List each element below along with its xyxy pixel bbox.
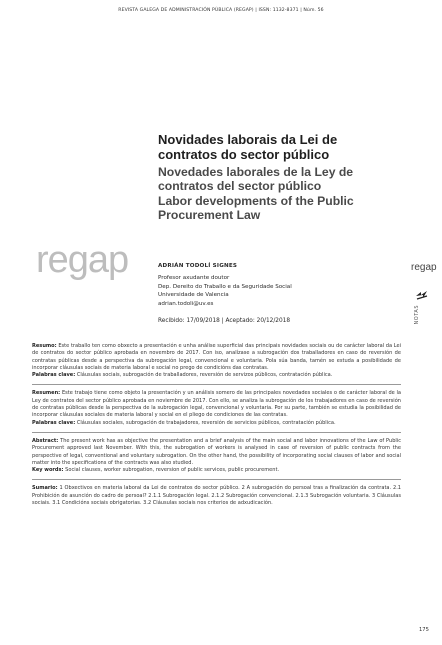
- author-position: Profesor axudante doutor: [158, 274, 230, 281]
- divider: [32, 384, 401, 385]
- regap-mark-icon: [415, 285, 429, 304]
- abstract-gl-text: Este traballo ten como obxecto a presentación e unha análise superficial das principais novidades sociais ou de carácter laboral da Lei de contratos do sector público aprobada en novembro de 2017. Con iso, analízase a subrogación dos traballadores en caso de reversión de contratas públicas desde a perspectiva da subrogación legal, convencional e voluntaria. Pola súa banda, tamén se estuda a posibilidade de incorporar cláusulas sociais de materia laboral e social no prego de condicións das contratas.: [32, 343, 401, 371]
- summary: [32, 485, 401, 507]
- abstract-en-label: Abstract:: [32, 437, 59, 444]
- author-email: adrian.todoli@uv.es: [158, 301, 214, 308]
- keywords-gl-paragraph: [32, 372, 401, 379]
- keywords-es-label: Palabras clave:: [32, 419, 76, 426]
- abstract-english: [32, 438, 401, 474]
- keywords-en-paragraph: [32, 467, 401, 474]
- abstract-galician: [32, 343, 401, 379]
- abstract-gl-paragraph: [32, 343, 401, 372]
- abstracts: [32, 343, 401, 512]
- author-department: Dep. Dereito do Traballo e da Seguridade Social: [158, 283, 292, 290]
- section-label: NOTAS: [414, 305, 420, 325]
- summary-paragraph: [32, 485, 401, 507]
- divider: [32, 432, 401, 433]
- regap-logo: regap: [36, 239, 129, 281]
- abstract-spanish: [32, 390, 401, 426]
- abstract-es-text: Este trabajo tiene como objeto la presentación y un análisis somero de las principales novedades sociales o de carácter laboral de la Ley de contratos del sector público aprobada en noviembre de 2017. Con ello, se analiza la subrogación de los trabajadores en caso de reversión de contratas públicas desde la perspectiva de la subrogación legal, convencional y voluntaria. Por su parte, también se estudia la posibilidad de incorporar cláusulas sociales de materia laboral y social en el pliego de condiciones de las contratas.: [32, 390, 401, 419]
- abstract-en-paragraph: [32, 438, 401, 467]
- summary-text: 1 Obxectivos en materia laboral da Lei de contratos do sector público. 2 A subrogación do persoal tras a finalización da contrata. 2.1 Prohibición de asunción do cadro de persoal? 2.1.1 Subrogación legal. 2.1.2 Subrogación convencional. 2.1.3 Subrogación voluntaria. 3 Cláusulas sociais. 3.1 Condicións sociais obrigatorias. 3.2 Cláusulas sociais nos criterios de adxudicación.: [32, 485, 402, 507]
- title-spanish: Novedades laborales de la Ley de contratos del sector público: [158, 165, 354, 193]
- page-number: 175: [419, 627, 429, 633]
- running-head: REVISTA GALEGA DE ADMINISTRACIÓN PÚBLICA (REGAP) | ISSN: 1132-8371 | Núm. 56: [118, 8, 324, 13]
- title-galician: Novidades laborais da Lei de contratos do sector público: [158, 132, 338, 162]
- keywords-en-label: Key words:: [32, 467, 64, 474]
- keywords-gl-label: Palabras clave:: [32, 372, 76, 379]
- abstract-en-text: The present work has as objective the presentation and a brief analysis of the main social and labor innovations of the Law of Public Procurement approved last November. With this, the subrogation of workers is analysed in case of reversion of public contracts from the perspective of legal, conventional and voluntary subrogation. On the other hand, the possibility of incorporating social clauses of labor and social matter into the specifications of the contracts was also studied.: [32, 437, 401, 466]
- author-university: Universidade de Valencia: [158, 292, 229, 299]
- keywords-es-text: Cláusulas sociales, subrogación de trabajadores, reversión de servicios públicos, contratación pública.: [76, 419, 336, 426]
- author-name: ADRIÁN TODOLÍ SIGNES: [158, 263, 238, 269]
- received-accepted-dates: Recibido: 17/09/2018 | Aceptado: 20/12/2018: [158, 317, 291, 324]
- keywords-en-text: Social clauses, worker subrogation, reversion of public services, public procurement.: [65, 467, 280, 474]
- keywords-es-paragraph: [32, 420, 401, 427]
- abstract-es-paragraph: [32, 390, 401, 419]
- abstract-gl-label: Resumo:: [32, 343, 57, 349]
- side-regap-logo: regap: [411, 262, 437, 273]
- keywords-gl-text: Cláusulas sociais, subrogación de traballadores, reversión de servizos públicos, contratación pública.: [76, 372, 333, 379]
- summary-label: Sumario:: [32, 485, 58, 492]
- divider: [32, 479, 401, 480]
- title-block: [158, 132, 378, 222]
- abstract-es-label: Resumen:: [32, 390, 61, 397]
- author-block: [158, 262, 388, 326]
- title-english: Labor developments of the Public Procurement Law: [158, 194, 354, 222]
